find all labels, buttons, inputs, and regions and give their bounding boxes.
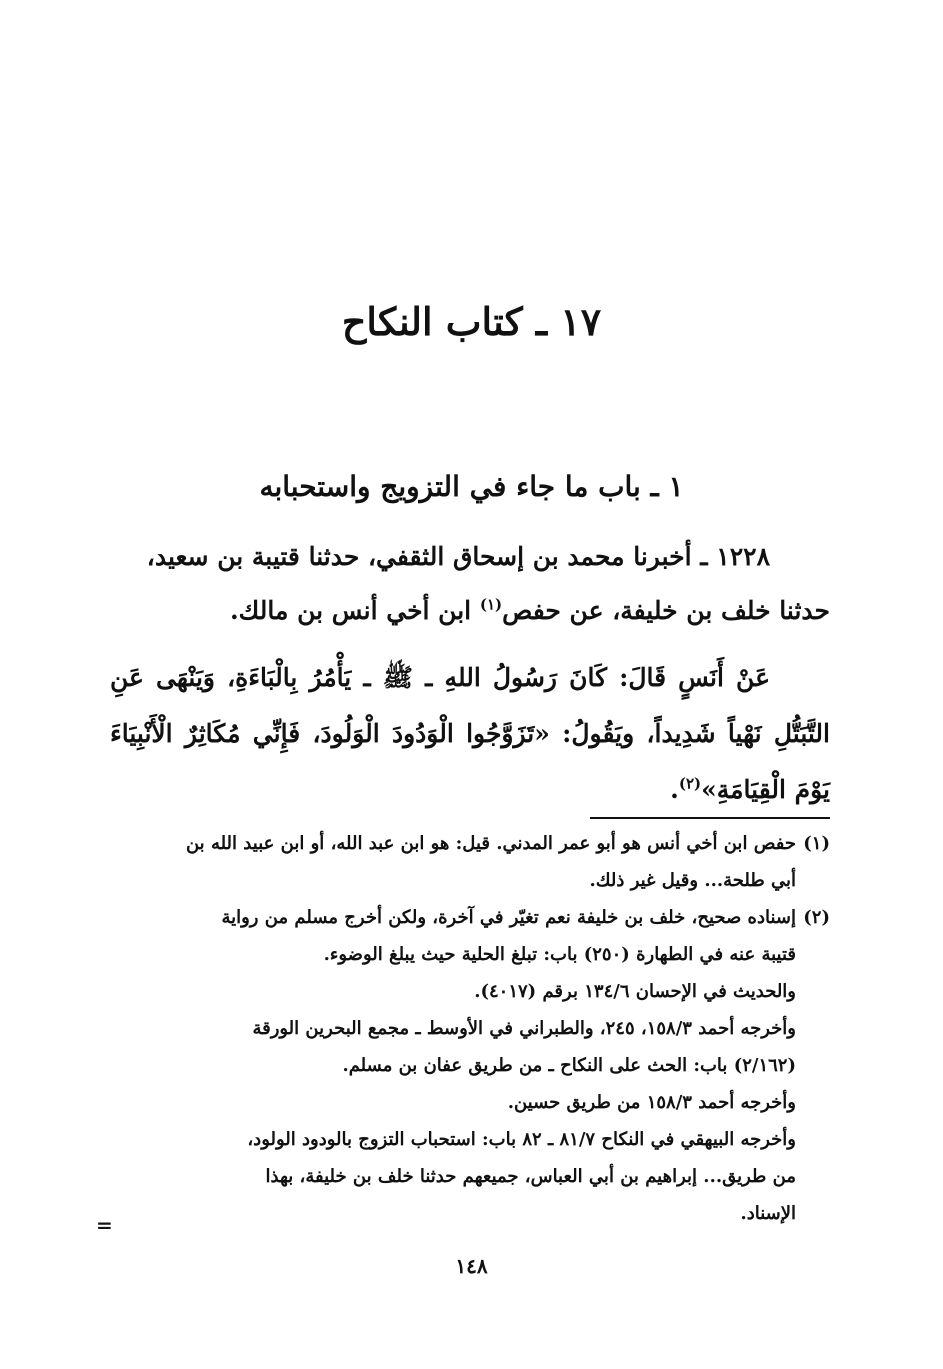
isnad-line-2 — [110, 584, 830, 638]
isnad-line-2-text-end: ابن أخي أنس بن مالك. — [229, 596, 480, 625]
continuation-mark: = — [96, 1213, 113, 1237]
footnote-2-line: وأخرجه أحمد ١٥٨/٣ من طريق حسين. — [507, 1092, 796, 1113]
footnote-divider — [590, 817, 830, 819]
footnote-2-line: الإسناد. — [740, 1203, 796, 1224]
hadith-matn — [110, 650, 830, 818]
matn-end: . — [670, 775, 679, 804]
footnote-2-number: (٢) — [803, 907, 830, 928]
footnote-2-line: (٢/١٦٢) باب: الحث على النكاح ـ من طريق عفان بن مسلم. — [342, 1055, 796, 1076]
footnotes — [105, 825, 830, 1232]
footnote-1-line: حفص ابن أخي أنس هو أبو عمر المدني. قيل: هو ابن عبد الله، أو ابن عبيد الله بن — [185, 833, 796, 854]
footnote-ref-2: (٢) — [678, 774, 702, 793]
matn-paragraph — [110, 650, 830, 818]
footnote-2-line: وأخرجه البيهقي في النكاح ٨١/٧ ـ ٨٢ باب: استحباب التزوج بالودود الولود، — [247, 1129, 796, 1150]
footnote-2-line: قتيبة عنه في الطهارة (٢٥٠) باب: تبلغ الحلية حيث يبلغ الوضوء. — [323, 944, 796, 965]
page-number: ١٤٨ — [455, 1254, 488, 1278]
footnote-2 — [105, 899, 830, 1232]
footnote-ref-1: (١) — [479, 595, 503, 614]
footnote-1-line: أبي طلحة... وقيل غير ذلك. — [589, 870, 796, 891]
isnad-line-2-text: حدثنا خلف بن خليفة، عن حفص — [502, 596, 830, 625]
footnote-2-line: وأخرجه أحمد ١٥٨/٣، ٢٤٥، والطبراني في الأوسط ـ مجمع البحرين الورقة — [252, 1018, 796, 1039]
footnote-2-line: والحديث في الإحسان ١٣٤/٦ برقم (٤٠١٧). — [474, 981, 796, 1002]
footnote-2-line: إسناده صحيح، خلف بن خليفة نعم تغيّر في آخرة، ولكن أخرج مسلم من رواية — [221, 907, 796, 928]
footnote-1-number: (١) — [803, 833, 830, 854]
footnote-2-line: من طريق... إبراهيم بن أبي العباس، جميعهم حدثنا خلف بن خليفة، بهذا — [265, 1166, 796, 1187]
footnote-1 — [105, 825, 830, 899]
chapter-title: ١ ـ باب ما جاء في التزويج واستحبابه — [259, 470, 684, 503]
book-title: ١٧ ـ كتاب النكاح — [341, 299, 602, 344]
hadith-isnad — [110, 530, 830, 638]
matn-text: عَنْ أَنَسٍ قَالَ: كَانَ رَسُولُ اللهِ ـ ﷺ ـ يَأْمُرُ بِالْبَاءَةِ، وَيَنْهَى عَنِ التَّبَتُّلِ نَهْياً شَدِيداً، ويَقُولُ: «تَزَوَّجُوا الْوَدُودَ الْوَلُودَ، فَإِنِّي مُكَاثِرٌ الْأَنْبِيَاءَ يَوْمَ الْقِيَامَةِ» — [110, 663, 830, 804]
isnad-line-1: ١٢٢٨ ـ أخبرنا محمد بن إسحاق الثقفي، حدثنا قتيبة بن سعيد، — [146, 542, 770, 571]
